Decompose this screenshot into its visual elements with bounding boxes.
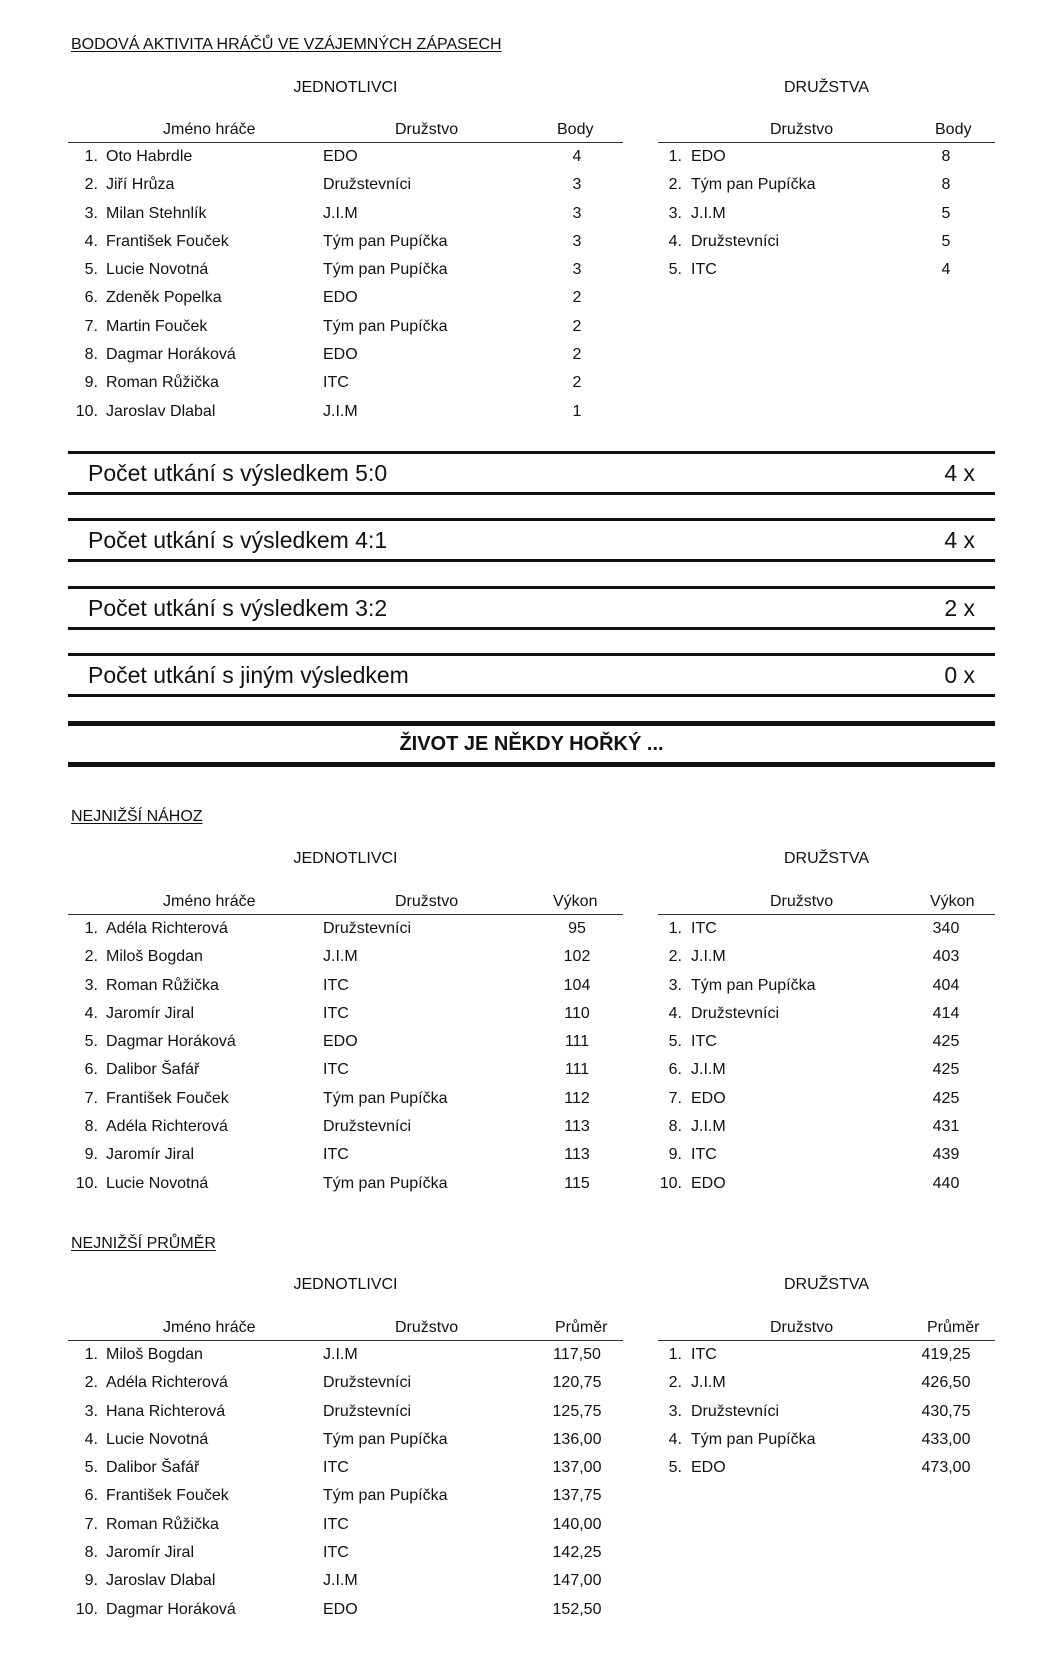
player-name: Martin Fouček bbox=[106, 317, 208, 335]
row-rank: 3. bbox=[668, 1402, 682, 1420]
stat-label: Počet utkání s výsledkem 4:1 bbox=[88, 527, 388, 553]
row-rank: 5. bbox=[668, 1459, 682, 1477]
table-row bbox=[68, 1511, 623, 1539]
stat-row-3-2 bbox=[68, 586, 995, 630]
row-rank: 5. bbox=[84, 1459, 98, 1477]
table-row bbox=[658, 1085, 995, 1113]
row-rank: 2. bbox=[668, 948, 682, 966]
row-value: 433,00 bbox=[921, 1430, 971, 1448]
table-row bbox=[68, 1028, 623, 1056]
banner-text: ŽIVOT JE NĚKDY HOŘKÝ ... bbox=[399, 733, 664, 755]
team-name: EDO bbox=[323, 346, 358, 364]
row-value: 142,25 bbox=[552, 1544, 602, 1562]
table-header bbox=[68, 1314, 623, 1341]
team-name: EDO bbox=[691, 1089, 726, 1107]
team-name: EDO bbox=[691, 1174, 726, 1192]
row-rank: 7. bbox=[668, 1089, 682, 1107]
row-value: 140,00 bbox=[552, 1515, 602, 1533]
table-row bbox=[68, 341, 623, 369]
row-value: 113 bbox=[564, 1146, 590, 1164]
table-row bbox=[68, 1482, 623, 1510]
col-header-team: Družstvo bbox=[770, 1319, 834, 1336]
row-value: 95 bbox=[568, 920, 586, 937]
row-value: 425 bbox=[932, 1033, 960, 1051]
team-name: EDO bbox=[323, 1033, 358, 1051]
row-rank: 7. bbox=[84, 317, 98, 335]
table-row bbox=[68, 256, 623, 284]
table-row bbox=[658, 943, 995, 971]
section-title-lowest-average: NEJNIŽŠÍ PRŮMĚR bbox=[71, 1235, 216, 1252]
team-name: Družstevníci bbox=[323, 1402, 412, 1420]
team-name: ITC bbox=[323, 1544, 349, 1562]
team-name: Družstevníci bbox=[323, 1118, 412, 1136]
row-rank: 8. bbox=[84, 1544, 98, 1562]
team-name: Družstevníci bbox=[323, 920, 412, 937]
table-row bbox=[68, 943, 623, 971]
row-rank: 5. bbox=[84, 1033, 98, 1051]
player-name: Dagmar Horáková bbox=[106, 1033, 236, 1051]
team-name: J.I.M bbox=[691, 1118, 726, 1136]
player-name: Lucie Novotná bbox=[106, 1430, 209, 1448]
player-name: Lucie Novotná bbox=[106, 1174, 209, 1192]
individuals-title: JEDNOTLIVCI bbox=[293, 79, 398, 96]
table-row bbox=[68, 369, 623, 397]
lowest-average-teams-table bbox=[658, 1314, 995, 1482]
player-name: Miloš Bogdan bbox=[106, 1346, 203, 1363]
team-name: Tým pan Pupíčka bbox=[323, 232, 448, 250]
stat-value: 2 x bbox=[944, 595, 975, 621]
col-header-name: Jméno hráče bbox=[163, 1319, 256, 1336]
table-row bbox=[658, 1028, 995, 1056]
row-value: 110 bbox=[564, 1004, 590, 1022]
table-header bbox=[658, 1314, 995, 1341]
table-header bbox=[658, 116, 995, 143]
row-value: 426,50 bbox=[921, 1374, 971, 1392]
col-header-value: Průměr bbox=[927, 1319, 980, 1336]
table-row bbox=[658, 1341, 995, 1369]
row-rank: 10. bbox=[659, 1174, 682, 1192]
row-rank: 8. bbox=[668, 1118, 682, 1136]
row-value: 2 bbox=[572, 374, 582, 392]
team-name: Tým pan Pupíčka bbox=[323, 1487, 448, 1505]
table-row bbox=[68, 171, 623, 199]
team-name: Družstevníci bbox=[691, 1402, 780, 1420]
row-value: 431 bbox=[932, 1118, 960, 1136]
team-name: Družstevníci bbox=[323, 176, 412, 194]
col-header-team: Družstvo bbox=[395, 121, 459, 138]
team-name: J.I.M bbox=[691, 1374, 726, 1392]
row-rank: 2. bbox=[668, 1374, 682, 1392]
team-name: Tým pan Pupíčka bbox=[691, 976, 816, 994]
table-row bbox=[68, 1539, 623, 1567]
row-value: 404 bbox=[932, 976, 960, 994]
row-rank: 6. bbox=[668, 1061, 682, 1079]
row-rank: 8. bbox=[84, 346, 98, 364]
table-row bbox=[658, 1113, 995, 1141]
row-value: 120,75 bbox=[552, 1374, 602, 1392]
row-rank: 4. bbox=[668, 1004, 682, 1022]
player-name: Hana Richterová bbox=[106, 1402, 226, 1420]
row-rank: 3. bbox=[84, 976, 98, 994]
table-row bbox=[658, 1141, 995, 1169]
player-name: Lucie Novotná bbox=[106, 261, 209, 279]
row-value: 137,75 bbox=[552, 1487, 602, 1505]
table-row bbox=[658, 1000, 995, 1028]
row-rank: 3. bbox=[84, 1402, 98, 1420]
teams-title: DRUŽSTVA bbox=[783, 850, 870, 867]
row-rank: 4. bbox=[84, 1004, 98, 1022]
row-value: 8 bbox=[941, 148, 951, 165]
row-rank: 6. bbox=[84, 1061, 98, 1079]
table-header bbox=[68, 888, 623, 915]
row-rank: 5. bbox=[668, 1033, 682, 1051]
row-rank: 3. bbox=[668, 204, 682, 222]
row-rank: 1. bbox=[84, 148, 98, 165]
stat-value: 4 x bbox=[944, 460, 975, 486]
row-value: 440 bbox=[932, 1174, 960, 1192]
team-name: ITC bbox=[323, 1061, 349, 1079]
table-row bbox=[658, 1426, 995, 1454]
player-name: Dagmar Horáková bbox=[106, 346, 236, 364]
row-rank: 1. bbox=[668, 148, 682, 165]
teams-title: DRUŽSTVA bbox=[783, 1276, 870, 1293]
row-rank: 9. bbox=[668, 1146, 682, 1164]
row-value: 3 bbox=[572, 204, 582, 222]
table-row bbox=[68, 1170, 623, 1198]
player-name: Jaromír Jiral bbox=[106, 1544, 195, 1562]
section-title-points: BODOVÁ AKTIVITA HRÁČŮ VE VZÁJEMNÝCH ZÁPASECH bbox=[71, 36, 502, 53]
row-rank: 3. bbox=[84, 204, 98, 222]
table-row bbox=[68, 143, 623, 171]
row-value: 430,75 bbox=[921, 1402, 971, 1420]
row-rank: 7. bbox=[84, 1515, 98, 1533]
row-value: 340 bbox=[932, 920, 960, 937]
row-value: 2 bbox=[572, 317, 582, 335]
table-row bbox=[658, 972, 995, 1000]
row-rank: 9. bbox=[84, 1146, 98, 1164]
table-row bbox=[68, 200, 623, 228]
row-value: 3 bbox=[572, 232, 582, 250]
player-name: Milan Stehnlík bbox=[106, 204, 207, 222]
team-name: ITC bbox=[691, 1346, 717, 1363]
stat-row-other bbox=[68, 653, 995, 697]
player-name: Jaromír Jiral bbox=[106, 1004, 195, 1022]
table-row bbox=[658, 1454, 995, 1482]
team-name: J.I.M bbox=[691, 948, 726, 966]
table-row bbox=[658, 1369, 995, 1397]
row-value: 113 bbox=[564, 1118, 590, 1136]
player-name: Adéla Richterová bbox=[106, 1374, 228, 1392]
row-rank: 2. bbox=[84, 176, 98, 194]
row-rank: 4. bbox=[84, 1430, 98, 1448]
row-value: 2 bbox=[572, 346, 582, 364]
row-rank: 1. bbox=[84, 1346, 98, 1363]
col-header-team: Družstvo bbox=[395, 893, 459, 910]
table-row bbox=[658, 1398, 995, 1426]
row-rank: 9. bbox=[84, 1572, 98, 1590]
row-value: 425 bbox=[932, 1089, 960, 1107]
player-name: Jaromír Jiral bbox=[106, 1146, 195, 1164]
stat-row-4-1 bbox=[68, 518, 995, 562]
player-name: Dalibor Šafář bbox=[106, 1061, 200, 1079]
row-value: 2 bbox=[572, 289, 582, 307]
col-header-team: Družstvo bbox=[770, 893, 834, 910]
team-name: J.I.M bbox=[323, 204, 358, 222]
table-row bbox=[68, 228, 623, 256]
team-name: Družstevníci bbox=[691, 1004, 780, 1022]
team-name: Tým pan Pupíčka bbox=[323, 317, 448, 335]
row-value: 3 bbox=[572, 176, 582, 194]
table-row bbox=[68, 1454, 623, 1482]
team-name: EDO bbox=[323, 148, 358, 165]
row-rank: 5. bbox=[84, 261, 98, 279]
row-value: 4 bbox=[572, 148, 582, 165]
col-header-value: Průměr bbox=[555, 1319, 608, 1336]
team-name: ITC bbox=[323, 1146, 349, 1164]
row-rank: 2. bbox=[84, 948, 98, 966]
row-value: 115 bbox=[564, 1174, 590, 1192]
stat-value: 0 x bbox=[944, 662, 975, 688]
table-row bbox=[68, 1113, 623, 1141]
table-row bbox=[68, 1341, 623, 1369]
row-rank: 9. bbox=[84, 374, 98, 392]
col-header-value: Body bbox=[557, 121, 594, 138]
team-name: Tým pan Pupíčka bbox=[323, 1089, 448, 1107]
player-name: Roman Růžička bbox=[106, 976, 219, 994]
stat-row-5-0 bbox=[68, 451, 995, 495]
row-rank: 2. bbox=[668, 176, 682, 194]
player-name: Jaroslav Dlabal bbox=[106, 402, 216, 420]
player-name: Dalibor Šafář bbox=[106, 1459, 200, 1477]
row-rank: 10. bbox=[75, 1174, 98, 1192]
team-name: Družstevníci bbox=[691, 232, 780, 250]
table-row bbox=[658, 1056, 995, 1084]
team-name: ITC bbox=[323, 976, 349, 994]
row-rank: 2. bbox=[84, 1374, 98, 1392]
section-title-lowest-throw: NEJNIŽŠÍ NÁHOZ bbox=[71, 808, 203, 825]
table-row bbox=[68, 1596, 623, 1624]
team-name: J.I.M bbox=[323, 948, 358, 966]
team-name: Tým pan Pupíčka bbox=[691, 176, 816, 194]
row-value: 152,50 bbox=[552, 1600, 602, 1618]
player-name: Miloš Bogdan bbox=[106, 948, 203, 966]
team-name: J.I.M bbox=[323, 1572, 358, 1590]
table-row bbox=[658, 143, 995, 171]
row-rank: 6. bbox=[84, 1487, 98, 1505]
col-header-team: Družstvo bbox=[770, 121, 834, 138]
stat-value: 4 x bbox=[944, 527, 975, 553]
player-name: Adéla Richterová bbox=[106, 920, 228, 937]
team-name: EDO bbox=[323, 1600, 358, 1618]
row-value: 425 bbox=[932, 1061, 960, 1079]
player-name: Oto Habrdle bbox=[106, 148, 193, 165]
table-row bbox=[68, 1369, 623, 1397]
row-value: 473,00 bbox=[921, 1459, 971, 1477]
row-rank: 5. bbox=[668, 261, 682, 279]
team-name: Tým pan Pupíčka bbox=[323, 261, 448, 279]
table-row bbox=[658, 915, 995, 943]
table-row bbox=[68, 915, 623, 943]
player-name: Jiří Hrůza bbox=[106, 176, 175, 194]
team-name: ITC bbox=[691, 1033, 717, 1051]
row-value: 104 bbox=[563, 976, 591, 994]
row-value: 3 bbox=[572, 261, 582, 279]
lowest-average-individuals-table bbox=[68, 1314, 623, 1624]
row-rank: 10. bbox=[75, 1600, 98, 1618]
row-value: 419,25 bbox=[921, 1346, 971, 1363]
row-rank: 8. bbox=[84, 1118, 98, 1136]
col-header-team: Družstvo bbox=[395, 1319, 459, 1336]
col-header-name: Jméno hráče bbox=[163, 893, 256, 910]
row-rank: 1. bbox=[84, 920, 98, 937]
team-name: ITC bbox=[323, 1459, 349, 1477]
row-rank: 3. bbox=[668, 976, 682, 994]
row-value: 439 bbox=[932, 1146, 960, 1164]
table-row bbox=[68, 1426, 623, 1454]
team-name: EDO bbox=[691, 1459, 726, 1477]
team-name: J.I.M bbox=[323, 1346, 358, 1363]
row-value: 136,00 bbox=[552, 1430, 602, 1448]
team-name: ITC bbox=[323, 1004, 349, 1022]
row-value: 1 bbox=[572, 402, 582, 420]
row-value: 5 bbox=[941, 204, 951, 222]
col-header-value: Výkon bbox=[553, 893, 598, 910]
row-value: 414 bbox=[932, 1004, 960, 1022]
player-name: Zdeněk Popelka bbox=[106, 289, 222, 307]
team-name: J.I.M bbox=[691, 204, 726, 222]
player-name: František Fouček bbox=[106, 232, 229, 250]
banner bbox=[68, 721, 995, 767]
table-row bbox=[658, 171, 995, 199]
row-value: 111 bbox=[564, 1033, 590, 1051]
row-rank: 10. bbox=[75, 402, 98, 420]
row-value: 102 bbox=[563, 948, 591, 966]
player-name: Roman Růžička bbox=[106, 1515, 219, 1533]
team-name: EDO bbox=[323, 289, 358, 307]
player-name: Roman Růžička bbox=[106, 374, 219, 392]
row-rank: 6. bbox=[84, 289, 98, 307]
row-value: 125,75 bbox=[552, 1402, 602, 1420]
table-header bbox=[658, 888, 995, 915]
table-row bbox=[68, 1567, 623, 1595]
row-value: 4 bbox=[941, 261, 951, 279]
row-value: 137,00 bbox=[552, 1459, 602, 1477]
team-name: Tým pan Pupíčka bbox=[323, 1430, 448, 1448]
col-header-name: Jméno hráče bbox=[163, 121, 256, 138]
col-header-value: Výkon bbox=[930, 893, 975, 910]
player-name: František Fouček bbox=[106, 1089, 229, 1107]
table-row bbox=[68, 1056, 623, 1084]
row-rank: 4. bbox=[668, 1430, 682, 1448]
row-rank: 1. bbox=[668, 1346, 682, 1363]
table-row bbox=[68, 398, 623, 426]
row-rank: 1. bbox=[668, 920, 682, 937]
player-name: Dagmar Horáková bbox=[106, 1600, 236, 1618]
points-individuals-table bbox=[68, 116, 623, 426]
player-name: Adéla Richterová bbox=[106, 1118, 228, 1136]
team-name: Tým pan Pupíčka bbox=[691, 1430, 816, 1448]
stat-label: Počet utkání s jiným výsledkem bbox=[88, 662, 409, 688]
team-name: ITC bbox=[323, 374, 349, 392]
team-name: EDO bbox=[691, 148, 726, 165]
table-row bbox=[68, 1085, 623, 1113]
table-row bbox=[658, 228, 995, 256]
team-name: ITC bbox=[323, 1515, 349, 1533]
individuals-title: JEDNOTLIVCI bbox=[293, 1276, 398, 1293]
row-rank: 4. bbox=[84, 232, 98, 250]
row-rank: 4. bbox=[668, 232, 682, 250]
col-header-value: Body bbox=[935, 121, 972, 138]
table-row bbox=[68, 1398, 623, 1426]
table-row bbox=[68, 284, 623, 312]
player-name: František Fouček bbox=[106, 1487, 229, 1505]
team-name: ITC bbox=[691, 1146, 717, 1164]
player-name: Jaroslav Dlabal bbox=[106, 1572, 216, 1590]
individuals-title: JEDNOTLIVCI bbox=[293, 850, 398, 867]
team-name: ITC bbox=[691, 261, 717, 279]
row-value: 117,50 bbox=[553, 1346, 601, 1363]
row-value: 147,00 bbox=[552, 1572, 602, 1590]
team-name: ITC bbox=[691, 920, 717, 937]
teams-title: DRUŽSTVA bbox=[783, 79, 870, 96]
row-value: 8 bbox=[941, 176, 951, 194]
stat-label: Počet utkání s výsledkem 5:0 bbox=[88, 460, 388, 486]
row-value: 112 bbox=[564, 1089, 590, 1107]
lowest-throw-teams-table bbox=[658, 888, 995, 1198]
table-row bbox=[68, 1141, 623, 1169]
row-value: 5 bbox=[941, 232, 951, 250]
lowest-throw-individuals-table bbox=[68, 888, 623, 1198]
row-rank: 7. bbox=[84, 1089, 98, 1107]
table-row bbox=[68, 972, 623, 1000]
table-header bbox=[68, 116, 623, 143]
row-value: 111 bbox=[564, 1061, 590, 1079]
row-value: 403 bbox=[932, 948, 960, 966]
team-name: Tým pan Pupíčka bbox=[323, 1174, 448, 1192]
table-row bbox=[658, 256, 995, 284]
team-name: Družstevníci bbox=[323, 1374, 412, 1392]
stat-label: Počet utkání s výsledkem 3:2 bbox=[88, 595, 388, 621]
team-name: J.I.M bbox=[691, 1061, 726, 1079]
table-row bbox=[68, 313, 623, 341]
table-row bbox=[658, 200, 995, 228]
table-row bbox=[68, 1000, 623, 1028]
points-teams-table bbox=[658, 116, 995, 284]
table-row bbox=[658, 1170, 995, 1198]
team-name: J.I.M bbox=[323, 402, 358, 420]
